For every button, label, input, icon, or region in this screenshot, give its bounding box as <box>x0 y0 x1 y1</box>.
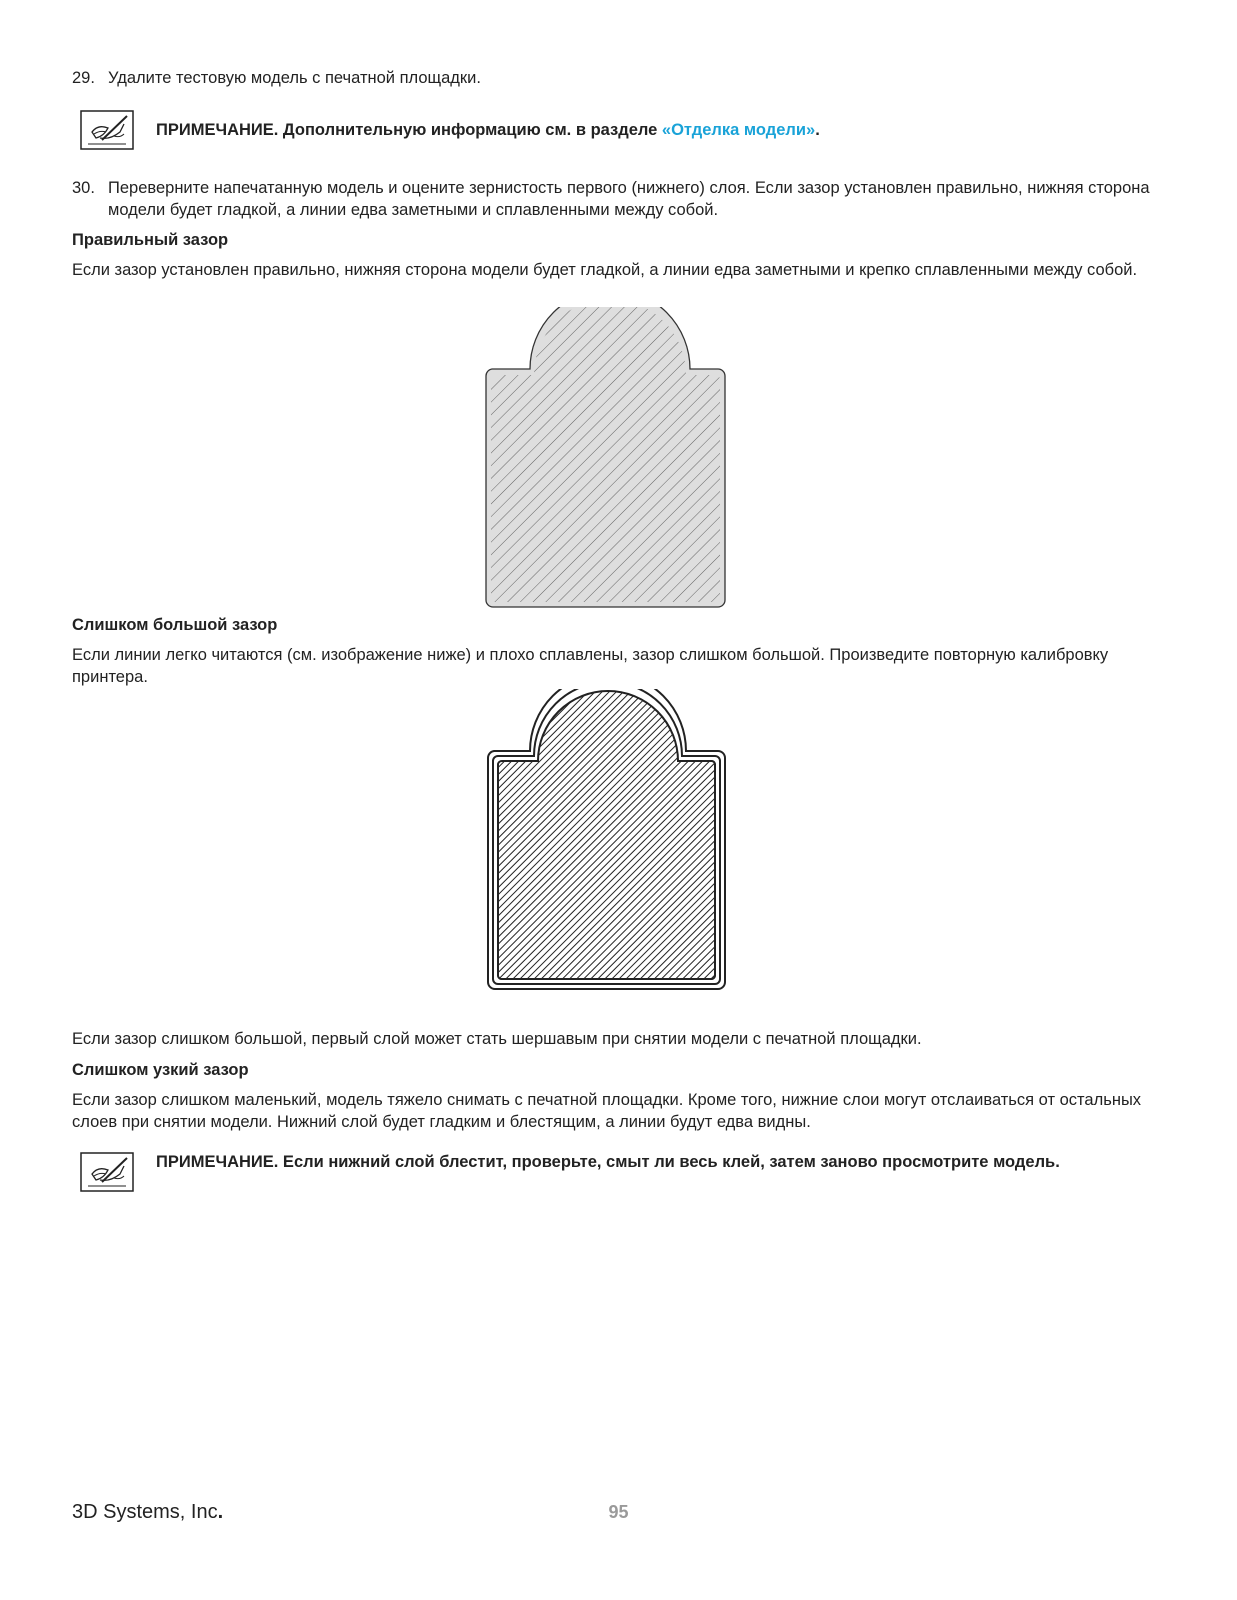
heading-too-big-gap: Слишком большой зазор <box>72 616 278 634</box>
note-1-suffix: . <box>815 121 820 139</box>
note-hand-pencil-icon <box>80 110 134 150</box>
note-hand-pencil-icon <box>80 1152 134 1192</box>
heading-correct-gap: Правильный зазор <box>72 231 229 249</box>
step-text: Переверните напечатанную модель и оцените зернистость первого (нижнего) слоя. Если зазор установлен правильно, нижняя сторона модели будет гладкой, а линии едва заметными и сплавленными между собой. <box>108 179 1150 219</box>
paragraph-too-big-gap: Если линии легко читаются (см. изображение ниже) и плохо сплавлены, зазор слишком большой. Произведите повторную калибровку принтера. <box>72 646 1109 686</box>
page-number: 95 <box>608 1502 629 1522</box>
note-2: ПРИМЕЧАНИЕ. Если нижний слой блестит, проверьте, смыт ли весь клей, затем заново просмотрите модель. <box>156 1153 1060 1171</box>
company-dot: . <box>217 1501 224 1523</box>
step-number: 29. <box>72 69 95 87</box>
paragraph-too-big-consequence: Если зазор слишком большой, первый слой может стать шершавым при снятии модели с печатной площадки. <box>72 1030 922 1048</box>
too-big-gap-figure <box>484 689 729 994</box>
note-1-prefix: ПРИМЕЧАНИЕ. Дополнительную информацию см. в разделе <box>156 121 662 139</box>
step-number: 30. <box>72 179 95 197</box>
step-29 <box>72 67 1152 89</box>
finishing-link[interactable]: «Отделка модели» <box>661 121 816 139</box>
step-text: Удалите тестовую модель с печатной площадки. <box>108 69 481 87</box>
heading-too-small-gap: Слишком узкий зазор <box>72 1061 249 1079</box>
step-30 <box>72 177 1152 221</box>
note-1 <box>156 119 1116 141</box>
company-name: 3D Systems, Inc <box>72 1501 218 1523</box>
paragraph-too-small-gap: Если зазор слишком маленький, модель тяжело снимать с печатной площадки. Кроме того, нижние слои могут отслаиваться от остальных слоев при снятии модели. Нижний слой будет гладким и блестящим, а линии будут едва видны. <box>72 1091 1142 1131</box>
paragraph-correct-gap: Если зазор установлен правильно, нижняя сторона модели будет гладкой, а линии едва заметными и крепко сплавленными между собой. <box>72 261 1138 279</box>
correct-gap-figure <box>484 307 729 612</box>
